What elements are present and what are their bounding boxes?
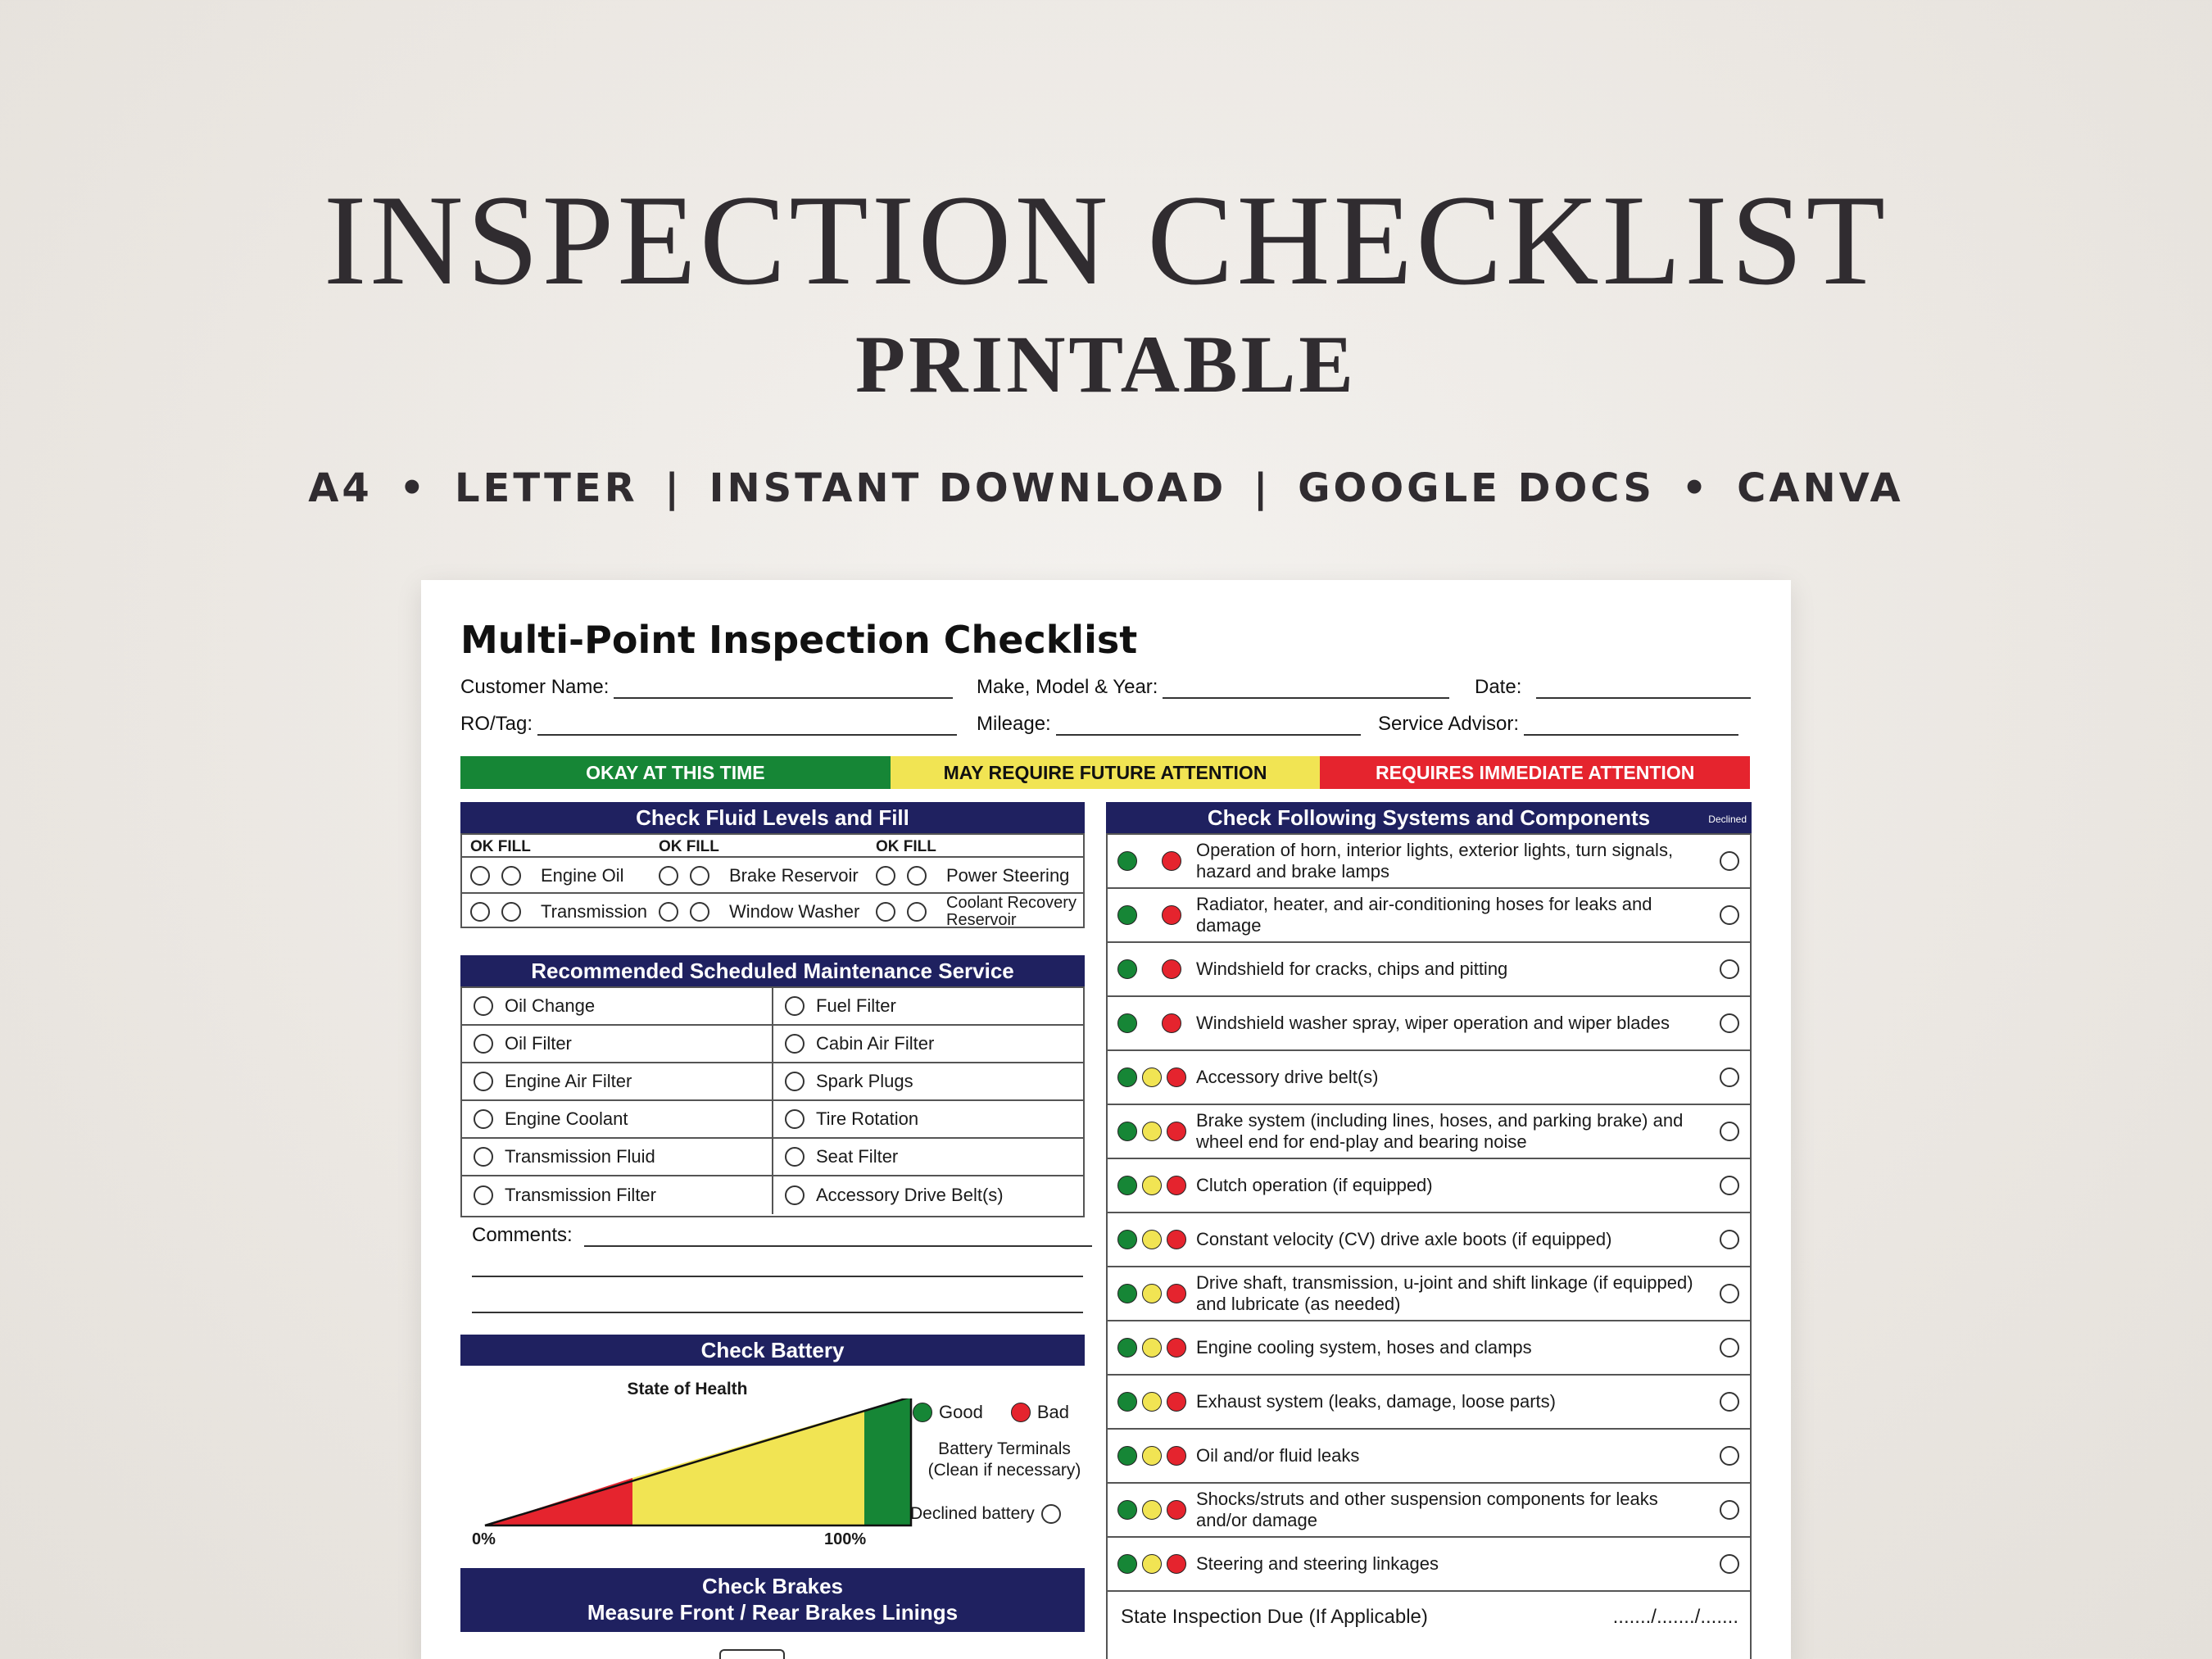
fluids-col-head: OK FILL [659,838,719,855]
doc-title: Multi-Point Inspection Checklist [460,618,1138,662]
format-a4: A4 [308,465,373,511]
green-status-dot-icon[interactable] [1117,1446,1137,1466]
declined-checkbox[interactable] [1720,1013,1739,1033]
service-advisor-field[interactable]: Service Advisor: [1378,713,1738,736]
format-canva: CANVA [1737,465,1904,511]
maintenance-row [462,1026,1083,1063]
comments-field[interactable]: Comments: [472,1224,1092,1247]
declined-cell [1709,1284,1750,1303]
maint-item: Oil Change [462,988,773,1024]
declined-cell [1709,1338,1750,1358]
declined-cell [1709,851,1750,871]
green-status-dot-icon[interactable] [1117,905,1137,925]
declined-cell [1709,1176,1750,1195]
format-sep: | [664,465,682,511]
soh-max-label: 100% [824,1530,867,1548]
system-row [1108,1484,1750,1538]
system-item-label: Drive shaft, transmission, u-joint and shift linkage (if equipped) and lubricate (as needed) [1196,1272,1693,1314]
system-item-label: Engine cooling system, hoses and clamps [1196,1337,1532,1358]
maint-item: Tire Rotation [773,1101,1083,1137]
fill-checkbox[interactable] [907,866,927,886]
declined-checkbox[interactable] [1720,1338,1739,1358]
red-status-dot-icon[interactable] [1167,1338,1186,1358]
declined-cell [1709,1554,1750,1574]
yellow-status-dot-icon[interactable] [1142,1554,1162,1574]
bad-dot-icon [1011,1403,1031,1422]
systems-table [1106,833,1752,1659]
mileage-field[interactable]: Mileage: [977,713,1361,736]
format-instant-download: INSTANT DOWNLOAD [709,465,1227,511]
system-item-label: Operation of horn, interior lights, exterior lights, turn signals, hazard and brake lamps [1196,840,1674,882]
status-dots [1108,1176,1196,1195]
system-row [1108,1213,1750,1267]
maint-item: Seat Filter [773,1139,1083,1175]
declined-battery-checkbox[interactable] [1041,1504,1061,1524]
customer-name-field[interactable]: Customer Name: [460,676,953,699]
declined-cell [1709,1392,1750,1412]
yellow-status-dot-icon[interactable] [1142,1500,1162,1520]
system-item-label: Radiator, heater, and air-conditioning hoses for leaks and damage [1196,894,1652,936]
green-status-dot-icon[interactable] [1117,1013,1137,1033]
declined-checkbox[interactable] [1720,1067,1739,1087]
system-row [1108,1321,1750,1376]
system-item-label: Exhaust system (leaks, damage, loose parts) [1196,1391,1556,1412]
maintenance-table [460,986,1085,1217]
maint-item: Transmission Filter [462,1176,773,1214]
declined-checkbox[interactable] [1720,1500,1739,1520]
system-row [1108,1376,1750,1430]
maint-checkbox[interactable] [785,1034,805,1054]
green-status-dot-icon[interactable] [1117,1554,1137,1574]
declined-checkbox[interactable] [1720,851,1739,871]
red-status-dot-icon[interactable] [1167,1392,1186,1412]
fluids-row [462,856,1083,892]
brake-pad-icon [719,1649,785,1659]
fluids-col-head: OK FILL [876,838,936,855]
fluid-coolant-recovery: Coolant Recovery Reservoir [876,894,1094,930]
red-status-dot-icon[interactable] [1167,1500,1186,1520]
system-item-label: Windshield for cracks, chips and pitting [1196,959,1508,979]
yellow-status-dot-icon[interactable] [1142,1176,1162,1195]
yellow-status-dot-icon[interactable] [1142,1392,1162,1412]
declined-battery: Declined battery [910,1504,1061,1524]
system-row [1108,1051,1750,1105]
maintenance-row [462,1176,1083,1214]
status-dots [1108,1500,1196,1520]
good-dot-icon [913,1403,932,1422]
system-row [1108,1267,1750,1321]
maint-item: Engine Coolant [462,1101,773,1137]
maintenance-row [462,1063,1083,1101]
yellow-status-dot-icon[interactable] [1142,1284,1162,1303]
declined-cell [1709,1067,1750,1087]
fluid-engine-oil: Engine Oil [470,858,624,894]
red-status-dot-icon[interactable] [1167,1446,1186,1466]
soh-green-zone [864,1398,911,1525]
fluid-brake-reservoir: Brake Reservoir [659,858,859,894]
declined-cell [1709,905,1750,925]
soh-min-label: 0% [472,1530,496,1548]
brakes-header [460,1568,1085,1632]
brakes-subtitle: Measure Front / Rear Brakes Linings [587,1600,959,1625]
hero-formats [0,465,2212,511]
system-item-label: Brake system (including lines, hoses, and parking brake) and wheel end for end-play and bearing noise [1196,1110,1684,1152]
legend-future: MAY REQUIRE FUTURE ATTENTION [891,756,1321,789]
system-row [1108,1105,1750,1159]
format-sep: • [399,465,428,511]
red-status-dot-icon[interactable] [1167,1122,1186,1141]
declined-checkbox[interactable] [1720,1122,1739,1141]
maint-checkbox[interactable] [474,1034,493,1054]
system-row [1108,889,1750,943]
maint-checkbox[interactable] [474,1072,493,1091]
fill-checkbox[interactable] [690,866,709,886]
battery-terminals: Battery Terminals (Clean if necessary) [927,1439,1081,1480]
status-dots [1108,959,1196,979]
format-letter: LETTER [454,465,638,511]
status-dots [1108,1554,1196,1574]
status-dots [1108,1284,1196,1303]
state-inspection-label: State Inspection Due (If Applicable) [1121,1606,1428,1628]
status-dots [1108,1338,1196,1358]
maint-checkbox[interactable] [474,1185,493,1205]
declined-cell [1709,1122,1750,1141]
ok-checkbox[interactable] [659,866,678,886]
fluid-power-steering: Power Steering [876,858,1069,894]
maint-item: Accessory Drive Belt(s) [773,1176,1083,1214]
legend-okay: OKAY AT THIS TIME [460,756,891,789]
declined-cell [1709,959,1750,979]
maintenance-row [462,1101,1083,1139]
maintenance-header: Recommended Scheduled Maintenance Service [460,955,1085,986]
green-status-dot-icon[interactable] [1117,851,1137,871]
maint-item: Fuel Filter [773,988,1083,1024]
comments-line[interactable] [472,1276,1083,1277]
red-status-dot-icon[interactable] [1162,1013,1181,1033]
declined-checkbox[interactable] [1720,1446,1739,1466]
maint-checkbox[interactable] [785,1185,805,1205]
green-status-dot-icon[interactable] [1117,1392,1137,1412]
fill-checkbox[interactable] [690,902,709,922]
fluid-transmission: Transmission [470,894,647,930]
status-legend [460,756,1750,789]
fill-checkbox[interactable] [501,866,521,886]
fluids-header: Check Fluid Levels and Fill [460,802,1085,833]
status-dots [1108,1392,1196,1412]
maint-checkbox[interactable] [785,1072,805,1091]
fluids-row [462,892,1083,928]
battery-header: Check Battery [460,1335,1085,1366]
state-inspection-row [1108,1590,1750,1644]
declined-checkbox[interactable] [1720,1554,1739,1574]
ro-tag-field[interactable]: RO/Tag: [460,713,957,736]
yellow-status-dot-icon[interactable] [1142,1446,1162,1466]
maintenance-row [462,1139,1083,1176]
hero-subtitle: PRINTABLE [854,319,1358,410]
battery-status-legend: Good Bad [913,1402,1069,1423]
maint-item: Spark Plugs [773,1063,1083,1099]
declined-cell [1709,1500,1750,1520]
legend-immediate: REQUIRES IMMEDIATE ATTENTION [1320,756,1750,789]
declined-checkbox[interactable] [1720,959,1739,979]
green-status-dot-icon[interactable] [1117,1176,1137,1195]
system-row [1108,1538,1750,1592]
status-dots [1108,851,1196,871]
format-sep: | [1253,465,1271,511]
status-dots [1108,1122,1196,1141]
declined-checkbox[interactable] [1720,1284,1739,1303]
system-row [1108,1430,1750,1484]
red-status-dot-icon[interactable] [1162,959,1181,979]
status-dots [1108,905,1196,925]
red-status-dot-icon[interactable] [1162,905,1181,925]
system-item-label: Accessory drive belt(s) [1196,1067,1379,1087]
maint-item: Cabin Air Filter [773,1026,1083,1062]
maint-checkbox[interactable] [785,1147,805,1167]
green-status-dot-icon[interactable] [1117,1284,1137,1303]
system-item-label: Constant velocity (CV) drive axle boots (if equipped) [1196,1229,1612,1249]
format-google-docs: GOOGLE DOCS [1298,465,1655,511]
comments-line[interactable] [472,1312,1083,1313]
maint-item: Oil Filter [462,1026,773,1062]
maint-checkbox[interactable] [474,1109,493,1129]
ok-checkbox[interactable] [470,902,490,922]
red-status-dot-icon[interactable] [1162,851,1181,871]
maint-checkbox[interactable] [474,1147,493,1167]
declined-cell [1709,1013,1750,1033]
green-status-dot-icon[interactable] [1117,1122,1137,1141]
ok-checkbox[interactable] [470,866,490,886]
status-dots [1108,1230,1196,1249]
red-status-dot-icon[interactable] [1167,1176,1186,1195]
green-status-dot-icon[interactable] [1117,1338,1137,1358]
maint-item: Engine Air Filter [462,1063,773,1099]
hero-title: INSPECTION CHECKLIST [323,169,1889,312]
status-dots [1108,1446,1196,1466]
system-item-label: Steering and steering linkages [1196,1553,1439,1574]
declined-cell [1709,1230,1750,1249]
green-status-dot-icon[interactable] [1117,1067,1137,1087]
maint-item: Transmission Fluid [462,1139,773,1175]
system-item-label: Oil and/or fluid leaks [1196,1445,1360,1466]
declined-checkbox[interactable] [1720,1392,1739,1412]
green-status-dot-icon[interactable] [1117,959,1137,979]
fluids-table [460,833,1085,928]
red-status-dot-icon[interactable] [1167,1067,1186,1087]
maintenance-row [462,988,1083,1026]
fill-checkbox[interactable] [501,902,521,922]
soh-label: State of Health [627,1380,748,1398]
system-row [1108,835,1750,889]
yellow-status-dot-icon[interactable] [1142,1338,1162,1358]
fluid-window-washer: Window Washer [659,894,859,930]
checklist-paper [421,580,1791,1659]
yellow-status-dot-icon[interactable] [1142,1122,1162,1141]
red-status-dot-icon[interactable] [1167,1284,1186,1303]
systems-header: Check Following Systems and Components Declined [1106,802,1752,833]
fill-checkbox[interactable] [907,902,927,922]
declined-checkbox[interactable] [1720,905,1739,925]
soh-yellow-zone [632,1410,864,1525]
declined-cell [1709,1446,1750,1466]
system-row [1108,943,1750,997]
format-sep: • [1681,465,1711,511]
maint-checkbox[interactable] [785,1109,805,1129]
system-row [1108,997,1750,1051]
brakes-title: Check Brakes [702,1574,843,1598]
status-dots [1108,1067,1196,1087]
make-model-year-field[interactable]: Make, Model & Year: [977,676,1449,699]
state-inspection-date[interactable]: ......./......./....... [1612,1606,1738,1628]
maint-checkbox[interactable] [474,996,493,1016]
fluids-col-head: OK FILL [470,838,531,855]
ok-checkbox[interactable] [659,902,678,922]
yellow-status-dot-icon[interactable] [1142,1230,1162,1249]
system-item-label: Shocks/struts and other suspension components for leaks and/or damage [1196,1489,1658,1530]
ok-checkbox[interactable] [876,902,895,922]
date-field[interactable]: Date: [1475,676,1751,699]
declined-checkbox[interactable] [1720,1230,1739,1249]
green-status-dot-icon[interactable] [1117,1230,1137,1249]
red-status-dot-icon[interactable] [1167,1230,1186,1249]
red-status-dot-icon[interactable] [1167,1554,1186,1574]
system-item-label: Clutch operation (if equipped) [1196,1175,1433,1195]
system-row [1108,1159,1750,1213]
system-item-label: Windshield washer spray, wiper operation and wiper blades [1196,1013,1670,1033]
ok-checkbox[interactable] [876,866,895,886]
maint-checkbox[interactable] [785,996,805,1016]
yellow-status-dot-icon[interactable] [1142,1067,1162,1087]
status-dots [1108,1013,1196,1033]
green-status-dot-icon[interactable] [1117,1500,1137,1520]
declined-col-label: Declined [1708,814,1747,825]
declined-checkbox[interactable] [1720,1176,1739,1195]
